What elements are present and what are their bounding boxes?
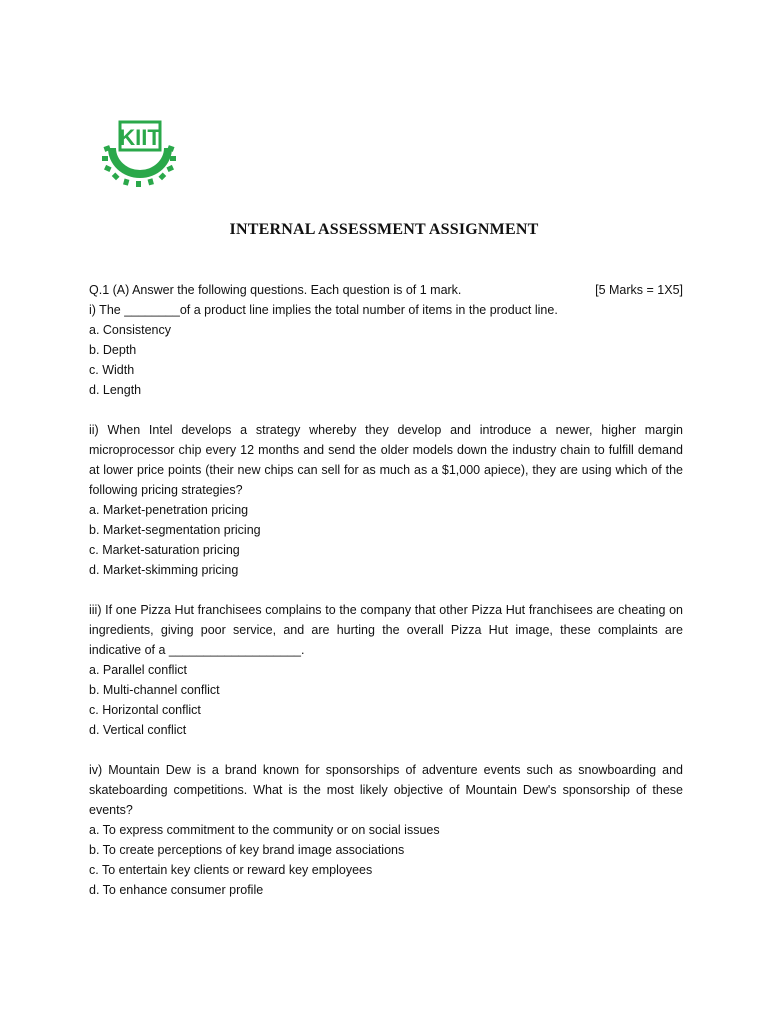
section-header — [89, 280, 683, 300]
question-2-option: d. Market-skimming pricing — [89, 563, 239, 577]
question-1-stem: i) The ________of a product line implies the total number of items in the product line. — [89, 303, 558, 317]
question-4-option: c. To entertain key clients or reward key employees — [89, 863, 373, 877]
question-1-option: d. Length — [89, 383, 142, 397]
question-1-option: b. Depth — [89, 343, 137, 357]
question-1-option: c. Width — [89, 363, 135, 377]
question-3-stem: iii) If one Pizza Hut franchisees complains to the company that other Pizza Hut franchisees are cheating on ingredients, giving poor service, and are hurting the overall Pizza Hut image, these complaints are indicative of a ___________________. — [89, 603, 683, 657]
question-2-stem: ii) When Intel develops a strategy whereby they develop and introduce a newer, higher margin microprocessor chip every 12 months and send the older models down the industry chain to fulfill demand at lower price points (their new chips can sell for as much as a $1,000 apiece), they are using which of the following pricing strategies? — [89, 423, 683, 497]
assignment-body — [89, 280, 683, 900]
question-4-option: b. To create perceptions of key brand image associations — [89, 843, 405, 857]
question-4-option: a. To express commitment to the community or on social issues — [89, 823, 440, 837]
question-3-option: b. Multi-channel conflict — [89, 683, 220, 697]
question-4-option: d. To enhance consumer profile — [89, 883, 264, 897]
question-1-option: a. Consistency — [89, 323, 171, 337]
question-3-option: a. Parallel conflict — [89, 663, 187, 677]
marks-label: [5 Marks = 1X5] — [595, 283, 683, 297]
question-2-option: c. Market-saturation pricing — [89, 543, 240, 557]
question-2-option: b. Market-segmentation pricing — [89, 523, 261, 537]
question-4-stem: iv) Mountain Dew is a brand known for sponsorships of adventure events such as snowboarding and skateboarding competitions. What is the most likely objective of Mountain Dew's sponsorship of these events? — [89, 763, 683, 817]
kiit-logo — [100, 118, 180, 188]
section-instruction: Q.1 (A) Answer the following questions. Each question is of 1 mark. — [89, 283, 462, 297]
document-title: INTERNAL ASSESSMENT ASSIGNMENT — [229, 221, 539, 238]
question-3-option: c. Horizontal conflict — [89, 703, 201, 717]
question-3-option: d. Vertical conflict — [89, 723, 187, 737]
question-2-option: a. Market-penetration pricing — [89, 503, 249, 517]
logo-text: KIIT — [119, 125, 161, 150]
